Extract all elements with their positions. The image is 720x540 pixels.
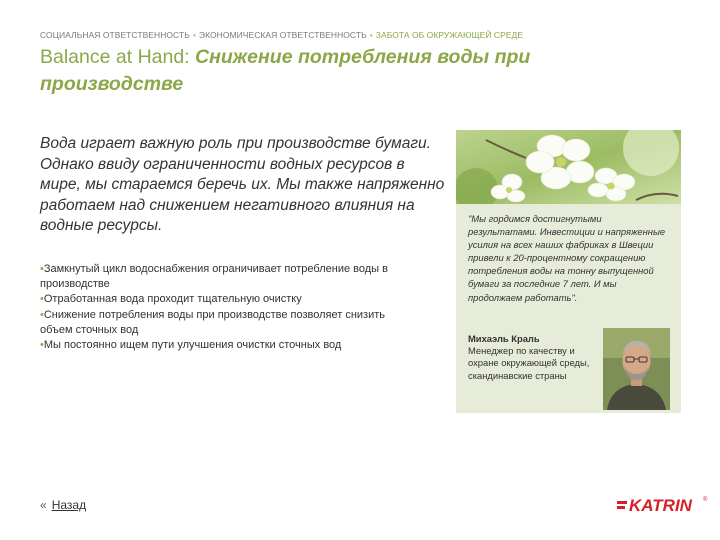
list-item-text: Замкнутый цикл водоснабжения ограничивает потребление воды в производстве xyxy=(40,263,388,291)
katrin-logo xyxy=(617,491,710,515)
breadcrumb xyxy=(40,30,680,40)
page-title-main: Снижение потребления воды при производстве xyxy=(40,46,531,95)
back-link[interactable] xyxy=(40,498,86,512)
list-item-text: Отработанная вода проходит тщательную очистку xyxy=(43,293,302,306)
bullet-marker: • xyxy=(40,339,44,352)
bullet-list xyxy=(40,262,412,353)
person-name: Михаэль Краль xyxy=(468,333,540,344)
back-chevron-icon: « xyxy=(40,498,47,512)
bullet-marker: • xyxy=(40,293,44,306)
logo-text: KATRIN xyxy=(629,496,692,515)
list-item xyxy=(40,338,412,353)
portrait-photo xyxy=(603,328,670,410)
breadcrumb-item-social[interactable]: СОЦИАЛЬНАЯ ОТВЕТСТВЕННОСТЬ xyxy=(40,30,190,40)
breadcrumb-item-economic[interactable]: ЭКОНОМИЧЕСКАЯ ОТВЕТСТВЕННОСТЬ xyxy=(198,30,367,40)
blossom-photo xyxy=(456,130,681,204)
page-title xyxy=(40,44,660,98)
list-item-text: Мы постоянно ищем пути улучшения очистки сточных вод xyxy=(43,339,342,352)
logo-registered-mark: ® xyxy=(703,497,708,503)
intro-paragraph: Вода играет важную роль при производстве бумаги. Однако ввиду ограниченности водных ресурсов в мире, мы стараемся беречь их. Мы также напряженно работаем над снижением негативного влияния на водные ресурсы. xyxy=(40,135,445,234)
breadcrumb-separator: ▪ xyxy=(192,30,196,40)
list-item xyxy=(40,308,412,338)
person-role: Менеджер по качеству и охране окружающей среды, скандинавские страны xyxy=(468,345,590,381)
list-item xyxy=(40,292,412,307)
quote-text: "Мы гордимся достигнутыми результатами. Инвестиции и напряженные усилия на всех наших фабриках в Швеции привели к 20-процентному сокращению потребления воды на тонну выпущенной бумаги за последние 7 лет. И мы продолжаем работать". xyxy=(468,213,666,303)
bullet-marker: • xyxy=(40,263,44,275)
bullet-marker: • xyxy=(40,308,44,321)
page-title-brand: Balance at Hand: xyxy=(40,46,190,68)
list-item xyxy=(40,262,412,292)
back-link-label[interactable]: Назад xyxy=(51,498,87,512)
list-item-text: Снижение потребления воды при производстве позволяет снизить объем сточных вод xyxy=(40,308,386,336)
breadcrumb-item-environment[interactable]: ЗАБОТА ОБ ОКРУЖАЮЩЕЙ СРЕДЕ xyxy=(375,30,524,40)
breadcrumb-separator: ▪ xyxy=(369,30,373,40)
